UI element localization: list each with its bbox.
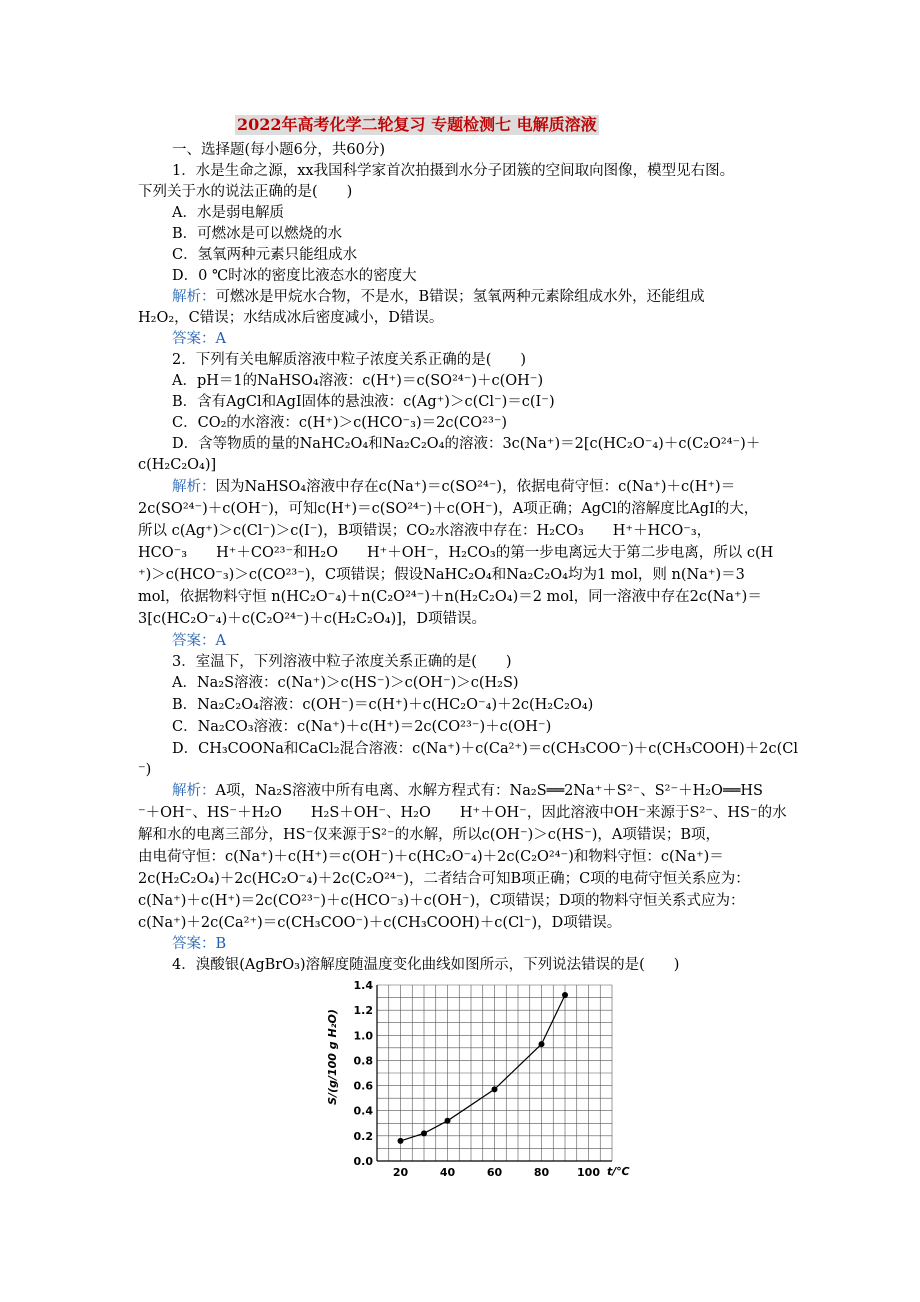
q2-option-d-line1: D．含等物质的量的NaHC₂O₄和Na₂C₂O₄的溶液：3c(Na⁺)＝2[c(HC₂O⁻₄)＋c(C₂O²⁴⁻)＋: [172, 436, 761, 452]
q2-analysis-line1: 解析：因为NaHSO₄溶液中存在c(Na⁺)＝c(SO²⁴⁻)，依据电荷守恒：c(Na⁺)＋c(H⁺)＝: [172, 479, 736, 495]
data-point: [398, 1138, 404, 1144]
q2-option-d-line2: c(H₂C₂O₄)]: [138, 457, 217, 473]
analysis-label: 解析：: [172, 289, 216, 305]
y-tick-label: 0.6: [353, 1079, 373, 1093]
q3-option-d-line1: D．CH₃COONa和CaCl₂混合溶液：c(Na⁺)＋c(Ca²⁺)＝c(CH₃COO⁻)＋c(CH₃COOH)＋2c(Cl: [172, 741, 798, 757]
q1-option-c: C．氢氧两种元素只能组成水: [172, 247, 358, 263]
q3-analysis-line5: 2c(H₂C₂O₄)＋2c(HC₂O⁻₄)＋2c(C₂O²⁴⁻)，二者结合可知B项正确；C项的电荷守恒关系应为：: [138, 871, 750, 887]
q1-option-a: A．水是弱电解质: [172, 205, 284, 221]
data-point: [421, 1130, 427, 1136]
y-tick-label: 1.0: [353, 1029, 373, 1043]
q2-analysis-line3: 所以 c(Ag⁺)＞c(Cl⁻)＞c(I⁻)，B项错误；CO₂水溶液中存在：H₂CO₃ H⁺＋HCO⁻₃，: [138, 523, 712, 539]
q1-stem-line2: 下列关于水的说法正确的是( ): [138, 184, 353, 200]
y-tick-label: 0.4: [353, 1104, 373, 1118]
q4-stem: 4．溴酸银(AgBrO₃)溶解度随温度变化曲线如图所示，下列说法错误的是( ): [172, 957, 680, 973]
q2-analysis-line7: 3[c(HC₂O⁻₄)＋c(C₂O²⁴⁻)＋c(H₂C₂O₄)]，D项错误。: [138, 611, 487, 627]
x-tick-label: 100: [577, 1166, 600, 1179]
q1-answer: 答案：A: [172, 331, 226, 347]
q3-analysis-line1: 解析：A项，Na₂S溶液中所有电离、水解方程式有：Na₂S══2Na⁺＋S²⁻、S²⁻＋H₂O══HS: [172, 783, 763, 799]
q3-analysis-line6: c(Na⁺)＋c(H⁺)＝2c(CO²³⁻)＋c(HCO⁻₃)＋c(OH⁻)，C项错误；D项的物料守恒关系式应为：: [138, 893, 745, 909]
section-heading: 一、选择题(每小题6分，共60分): [172, 142, 385, 158]
x-axis-label: t/℃: [607, 1165, 630, 1178]
q3-analysis-line4: 由电荷守恒：c(Na⁺)＋c(H⁺)＝c(OH⁻)＋c(HC₂O⁻₄)＋2c(C₂O²⁴⁻)和物料守恒：c(Na⁺)＝: [138, 849, 724, 865]
y-tick-label: 0.0: [353, 1155, 373, 1168]
q1-option-d: D．0 ℃时冰的密度比液态水的密度大: [172, 268, 417, 284]
q2-option-b: B．含有AgCl和AgI固体的悬浊液：c(Ag⁺)＞c(Cl⁻)＝c(I⁻): [172, 394, 555, 410]
q2-analysis-line6: mol，依据物料守恒 n(HC₂O⁻₄)＋n(C₂O²⁴⁻)＋n(H₂C₂O₄)＝2 mol，同一溶液中存在2c(Na⁺)＝: [138, 589, 762, 605]
analysis-label: 解析：: [172, 783, 216, 799]
q3-option-c: C．Na₂CO₃溶液：c(Na⁺)＋c(H⁺)＝2c(CO²³⁻)＋c(OH⁻): [172, 719, 552, 735]
page-title: 2022年高考化学二轮复习 专题检测七 电解质溶液: [237, 115, 597, 134]
x-tick-label: 80: [533, 1166, 550, 1179]
data-point: [562, 992, 568, 998]
q3-option-b: B．Na₂C₂O₄溶液：c(OH⁻)＝c(H⁺)＋c(HC₂O⁻₄)＋2c(H₂C₂O₄): [172, 697, 594, 713]
q2-analysis-line4: HCO⁻₃ H⁺＋CO²³⁻和H₂O H⁺＋OH⁻，H₂CO₃的第一步电离远大于第二步电离，所以 c(H: [138, 545, 774, 561]
y-tick-label: 0.8: [353, 1054, 373, 1068]
q3-option-d-line2: ⁻): [138, 762, 152, 778]
q2-option-c: C．CO₂的水溶液：c(H⁺)＞c(HCO⁻₃)＝2c(CO²³⁻): [172, 415, 508, 431]
q2-stem: 2．下列有关电解质溶液中粒子浓度关系正确的是( ): [172, 352, 527, 368]
q1-stem-line1: 1．水是生命之源，xx我国科学家首次拍摄到水分子团簇的空间取向图像，模型见右图。: [172, 163, 735, 179]
chart-grid: [377, 985, 612, 1161]
y-tick-label: 1.2: [353, 1004, 373, 1018]
q3-option-a: A．Na₂S溶液：c(Na⁺)＞c(HS⁻)＞c(OH⁻)＞c(H₂S): [172, 675, 519, 691]
q3-analysis-line3: 解和水的电离三部分，HS⁻仅来源于S²⁻的水解，所以c(OH⁻)＞c(HS⁻)，A项错误；B项，: [138, 827, 721, 843]
q1-option-b: B．可燃冰是可以燃烧的水: [172, 226, 343, 242]
data-point: [492, 1086, 498, 1092]
q1-analysis-line2: H₂O₂，C错误；水结成冰后密度减小，D错误。: [138, 310, 444, 326]
q3-answer: 答案：B: [172, 936, 227, 952]
q2-answer: 答案：A: [172, 633, 226, 649]
q2-analysis-line5: ⁺)＞c(HCO⁻₃)＞c(CO²³⁻)，C项错误；假设NaHC₂O₄和Na₂C₂O₄均为1 mol，则 n(Na⁺)＝3: [138, 567, 745, 583]
data-point: [539, 1041, 545, 1047]
x-tick-label: 40: [439, 1166, 456, 1179]
q3-analysis-line7: c(Na⁺)＋2c(Ca²⁺)＝c(CH₃COO⁻)＋c(CH₃COOH)＋c(Cl⁻)，D项错误。: [138, 915, 622, 931]
data-point: [445, 1118, 451, 1124]
q1-analysis-line1: 解析：可燃冰是甲烷水合物，不是水，B错误；氢氧两种元素除组成水外，还能组成: [172, 289, 705, 305]
q3-analysis-line2: ⁻＋OH⁻、HS⁻＋H₂O H₂S＋OH⁻、H₂O H⁺＋OH⁻，因此溶液中OH⁻来源于S²⁻、HS⁻的水: [138, 805, 787, 821]
chart-ticks: [354, 979, 601, 1179]
y-axis-label: S/(g/100 g H₂O): [326, 1009, 339, 1105]
y-tick-label: 1.4: [353, 979, 373, 992]
q2-option-a: A．pH＝1的NaHSO₄溶液：c(H⁺)＝c(SO²⁴⁻)＋c(OH⁻): [172, 373, 544, 389]
y-tick-label: 0.2: [353, 1129, 373, 1143]
q2-analysis-line2: 2c(SO²⁴⁻)＋c(OH⁻)，可知c(H⁺)＝c(SO²⁴⁻)＋c(OH⁻)，A项正确；AgCl的溶解度比AgI的大，: [138, 501, 759, 517]
x-tick-label: 60: [486, 1166, 503, 1179]
x-tick-label: 20: [392, 1166, 409, 1179]
analysis-label: 解析：: [172, 479, 216, 495]
q3-stem: 3．室温下，下列溶液中粒子浓度关系正确的是( ): [172, 654, 512, 670]
solubility-chart: [320, 972, 640, 1182]
